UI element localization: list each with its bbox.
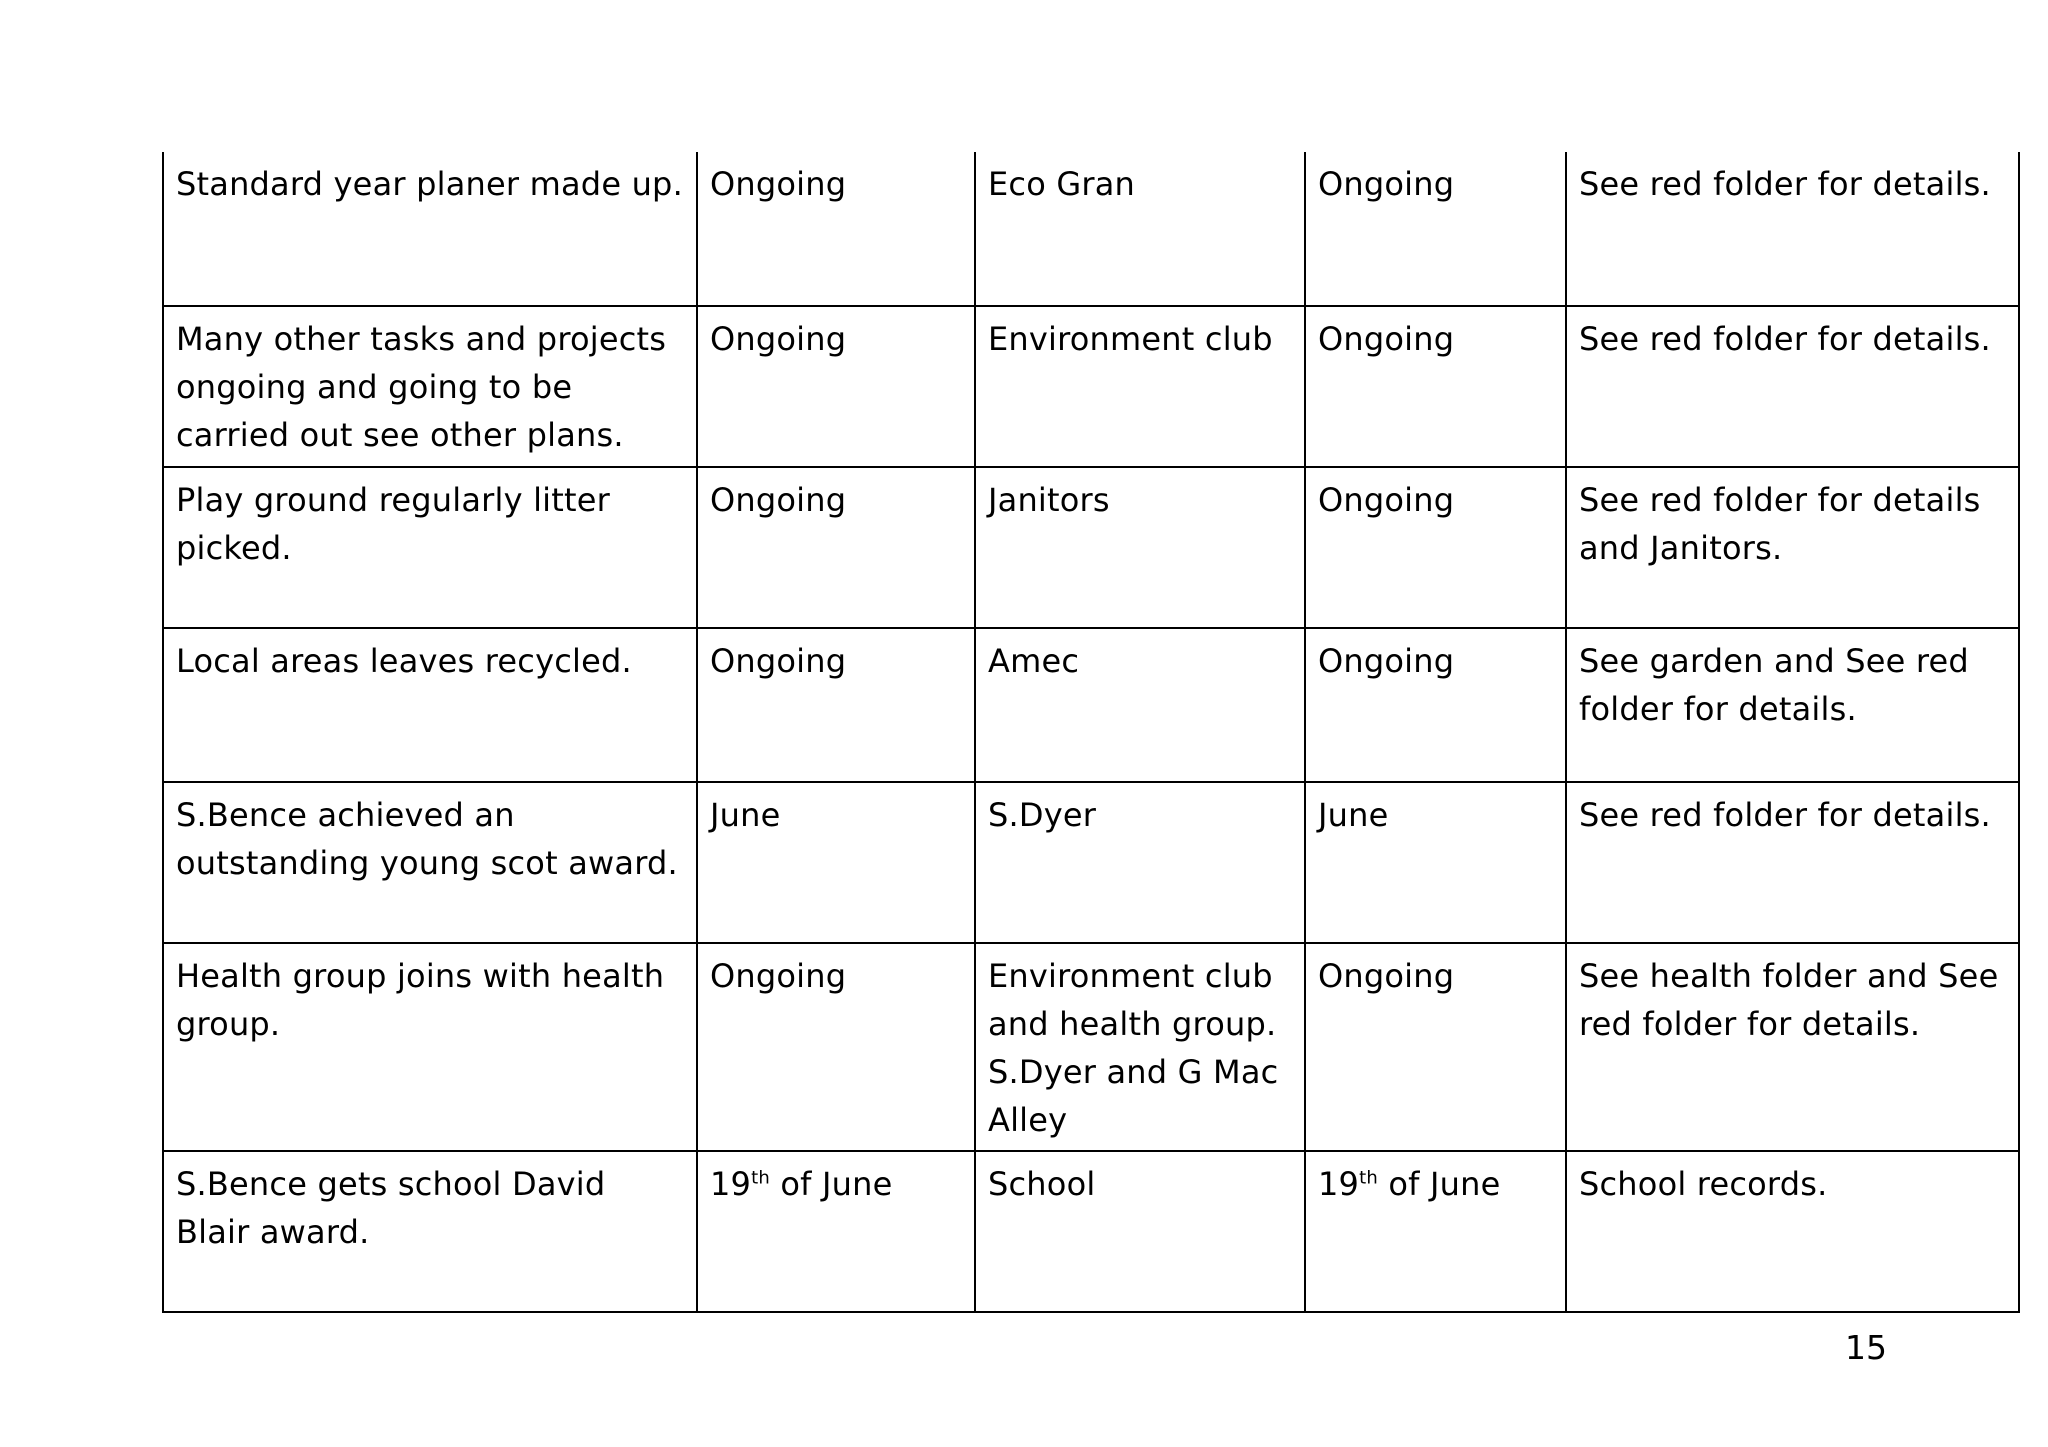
table-cell-person: Janitors: [975, 467, 1305, 628]
table-cell-evidence: See red folder for details.: [1566, 152, 2019, 306]
date-ordinal-suffix: th: [1359, 1167, 1378, 1189]
table-cell-activity: Standard year planer made up.: [163, 152, 697, 306]
table-cell-person: S.Dyer: [975, 782, 1305, 943]
table-cell-evidence: School records.: [1566, 1151, 2019, 1312]
table-cell-person: School: [975, 1151, 1305, 1312]
table-row: [163, 1151, 2019, 1312]
table-cell-completed: June: [1305, 782, 1566, 943]
table-row: [163, 306, 2019, 467]
table-cell-evidence: See garden and See red folder for details.: [1566, 628, 2019, 782]
table-cell-evidence: See health folder and See red folder for details.: [1566, 943, 2019, 1151]
table-cell-activity: Health group joins with health group.: [163, 943, 697, 1151]
table-cell-date: [697, 1151, 975, 1312]
table-cell-person: Environment club: [975, 306, 1305, 467]
date-rest: of June: [1378, 1165, 1501, 1203]
page-number: 15: [1845, 1328, 1887, 1367]
table-cell-evidence: See red folder for details.: [1566, 782, 2019, 943]
table-cell-person: Environment club and health group. S.Dyer and G Mac Alley: [975, 943, 1305, 1151]
table-row: [163, 782, 2019, 943]
table-cell-date: Ongoing: [697, 467, 975, 628]
table-cell-date: Ongoing: [697, 306, 975, 467]
table-cell-completed: Ongoing: [1305, 306, 1566, 467]
table-cell-date: Ongoing: [697, 628, 975, 782]
table-cell-date: June: [697, 782, 975, 943]
table-row: [163, 467, 2019, 628]
table-cell-activity: Many other tasks and projects ongoing and going to be carried out see other plans.: [163, 306, 697, 467]
table-cell-activity: S.Bence achieved an outstanding young scot award.: [163, 782, 697, 943]
table-row: [163, 943, 2019, 1151]
table-cell-evidence: See red folder for details.: [1566, 306, 2019, 467]
records-table: [162, 152, 2020, 1313]
table-cell-date: Ongoing: [697, 152, 975, 306]
table-cell-completed: Ongoing: [1305, 152, 1566, 306]
table-cell-evidence: See red folder for details and Janitors.: [1566, 467, 2019, 628]
table-cell-completed: Ongoing: [1305, 467, 1566, 628]
table-row: [163, 628, 2019, 782]
table-cell-person: Amec: [975, 628, 1305, 782]
table-cell-person: Eco Gran: [975, 152, 1305, 306]
table-cell-completed: [1305, 1151, 1566, 1312]
date-ordinal-suffix: th: [751, 1167, 770, 1189]
date-rest: of June: [770, 1165, 893, 1203]
table-cell-completed: Ongoing: [1305, 943, 1566, 1151]
table-cell-completed: Ongoing: [1305, 628, 1566, 782]
table-row: [163, 152, 2019, 306]
date-day: 19: [710, 1165, 752, 1203]
table-cell-activity: S.Bence gets school David Blair award.: [163, 1151, 697, 1312]
table-cell-activity: Local areas leaves recycled.: [163, 628, 697, 782]
date-day: 19: [1318, 1165, 1360, 1203]
table-cell-activity: Play ground regularly litter picked.: [163, 467, 697, 628]
table-cell-date: Ongoing: [697, 943, 975, 1151]
